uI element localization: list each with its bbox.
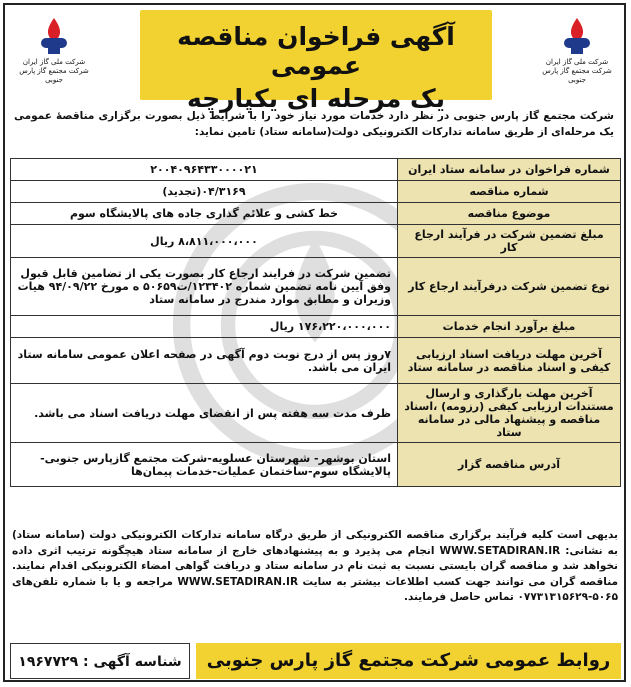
tender-details-table	[10, 158, 621, 487]
nigc-logo-icon	[555, 14, 599, 58]
company-logo-left	[14, 14, 94, 85]
logo-right-text2: شرکت مجتمع گاز پارس جنوبی	[542, 67, 612, 84]
row-label: موضوع مناقصه	[398, 203, 621, 225]
row-value: ۸،۸۱۱،۰۰۰،۰۰۰ ریال	[11, 225, 398, 258]
logo-left-text2: شرکت مجتمع گاز پارس جنوبی	[19, 67, 89, 84]
row-value: ۲۰۰۴۰۹۶۴۳۳۰۰۰۰۲۱	[11, 159, 398, 181]
row-value: ۷روز پس از درج نوبت دوم آگهی در صفحه اعلان عمومی سامانه ستاد ایران می باشد.	[11, 338, 398, 384]
row-value: استان بوشهر- شهرستان عسلویه-شرکت مجتمع گازپارس جنوبی-پالایشگاه سوم-ساختمان عملیات-خدمات پیمان‌ها	[11, 443, 398, 487]
bottom-bar	[10, 643, 621, 679]
title-banner	[140, 10, 492, 113]
nigc-logo-icon	[32, 14, 76, 58]
table-row	[11, 384, 621, 443]
footer-paragraph: بدیهی است کلیه فرآیند برگزاری مناقصه الکترونیکی از طریق درگاه سامانه تدارکات الکترونیکی دولت (سامانه ستاد) به نشانی: WWW.SETADIRAN.IR انجام می پذیرد و به پیشنهادهای خارج از سامانه ستاد هیچگونه ترتیب اثری داده نخواهد شد و مناقصه گران بایستی نسبت به ثبت نام در سامانه ستاد و دریافت گواهی امضاء الکترونیکی اقدام نمایند. مناقصه گران می توانند جهت کسب اطلاعات بیشتر به سایت WWW.SETADIRAN.IR مراجعه و یا با شماره تلفن‌های ۵۰۶۵-۰۷۷۳۱۳۱۵۶۲۹ تماس حاصل فرمایند.	[12, 529, 618, 603]
table-row	[11, 258, 621, 316]
row-value: تضمین شرکت در فرایند ارجاع کار بصورت یکی از تضامین قابل قبول وفق آیین نامه تضمین شماره ۱۲۳۴۰۲/ت۵۰۶۵۹ ه مورخ ۹۴/۰۹/۲۲ هیات وزیران و مطابق موارد مندرج در سامانه ستاد	[11, 258, 398, 316]
table-row	[11, 225, 621, 258]
logo-left-text1: شرکت ملی گاز ایران	[22, 58, 86, 66]
ad-id: شناسه آگهی : ۱۹۶۷۷۲۹	[10, 643, 190, 679]
row-value: ۰۴/۳۱۶۹(تجدید)	[11, 181, 398, 203]
table-row	[11, 443, 621, 487]
intro-paragraph: شرکت مجتمع گاز پارس جنوبی در نظر دارد خدمات مورد نیاز خود را با شرایط ذیل بصورت برگزاری مناقصهٔ عمومی یک مرحله‌ای از طریق سامانه تدارکات الکترونیکی دولت(سامانه ستاد) تامین نماید:	[14, 110, 614, 138]
row-label: آخرین مهلت دریافت اسناد ارزیابی کیفی و اسناد مناقصه در سامانه ستاد	[398, 338, 621, 384]
row-label: آدرس مناقصه گزار	[398, 443, 621, 487]
title-line1: آگهی فراخوان مناقصه عمومی	[177, 22, 455, 80]
row-value: ظرف مدت سه هفته پس از انقضای مهلت دریافت اسناد می باشد.	[11, 384, 398, 443]
title-line2: یک مرحله ای یکپارچه	[186, 84, 446, 113]
row-label: شماره مناقصه	[398, 181, 621, 203]
table-row	[11, 338, 621, 384]
table-row	[11, 181, 621, 203]
row-label: نوع تضمین شرکت درفرآیند ارجاع کار	[398, 258, 621, 316]
company-logo-right	[537, 14, 617, 85]
row-label: مبلغ تضمین شرکت در فرآیند ارجاع کار	[398, 225, 621, 258]
row-value: ۱۷۶،۲۲۰،۰۰۰،۰۰۰ ریال	[11, 316, 398, 338]
row-label: مبلغ برآورد انجام خدمات	[398, 316, 621, 338]
table-row	[11, 203, 621, 225]
row-label: آخرین مهلت بارگذاری و ارسال مستندات ارزیابی کیفی (رزومه) ،اسناد مناقصه و پیشنهاد مالی در سامانه ستاد	[398, 384, 621, 443]
logo-right-text1: شرکت ملی گاز ایران	[545, 58, 609, 66]
public-relations-banner: روابط عمومی شرکت مجتمع گاز پارس جنوبی	[196, 643, 621, 679]
table-row	[11, 159, 621, 181]
row-value: خط کشی و علائم گذاری جاده های پالایشگاه سوم	[11, 203, 398, 225]
row-label: شماره فراخوان در سامانه ستاد ایران	[398, 159, 621, 181]
table-row	[11, 316, 621, 338]
